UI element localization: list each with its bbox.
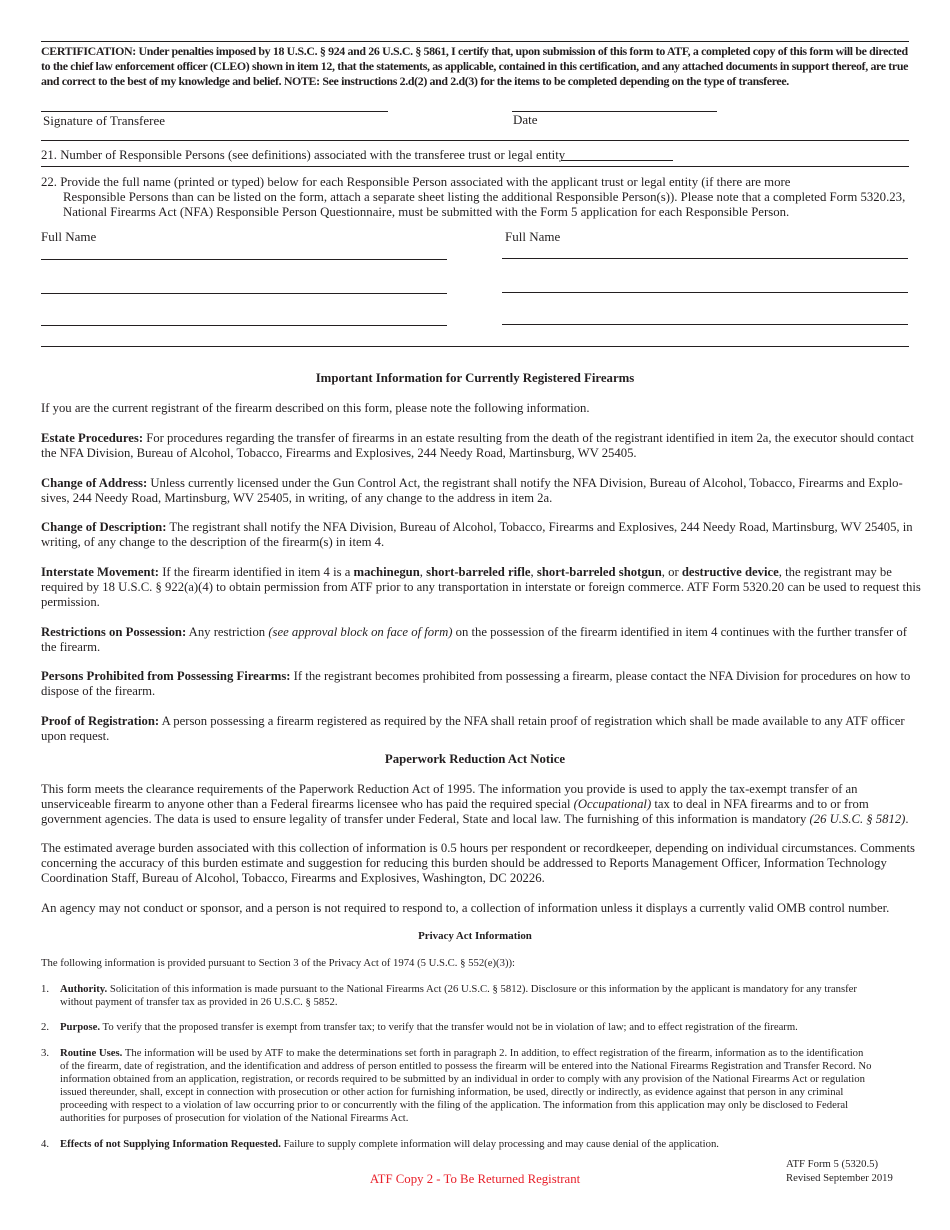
proof-of-registration-title: Proof of Registration:: [41, 714, 160, 728]
privacy-item-text: The information will be used by ATF to make the determinations set forth in paragraph 2. In addition, to effect registration of the firearm, information as to the identification: [122, 1047, 864, 1059]
important-intro: If you are the current registrant of the firearm described on this form, please note the following information.: [41, 401, 590, 415]
full-name-label-right: Full Name: [505, 229, 561, 244]
privacy-item-text: without payment of transfer tax as provided in 26 U.S.C. § 5852.: [60, 996, 338, 1008]
privacy-heading: Privacy Act Information: [418, 930, 532, 942]
paperwork-text: tax to deal in NFA firearms and to or from: [651, 797, 869, 811]
privacy-item-title: Routine Uses.: [60, 1047, 123, 1059]
paperwork-text: unserviceable firearm to anyone other than a Federal firearms licensee who has paid the required special: [41, 797, 574, 811]
paperwork-text: .: [905, 812, 909, 826]
restrictions-text: Any restriction: [186, 625, 269, 639]
persons-prohibited-title: Persons Prohibited from Possessing Firearms:: [41, 669, 291, 683]
privacy-item-text: To verify that the proposed transfer is exempt from transfer tax; to verify that the transfer would not be in violation of law; and to effect registration of the firearm.: [100, 1021, 798, 1033]
restrictions-text: on the possession of the firearm identified in item 4 continues with the further transfer of: [452, 625, 907, 639]
paperwork-text: This form meets the clearance requirements of the Paperwork Reduction Act of 1995. The information you provide is used to apply the tax-exempt transfer of an: [41, 782, 858, 796]
paperwork-paragraph-1: [41, 782, 911, 827]
privacy-intro: The following information is provided pursuant to Section 3 of the Privacy Act of 1974 (5 U.S.C. § 552(e)(3)):: [41, 957, 516, 969]
paperwork-paragraph-3: An agency may not conduct or sponsor, and a person is not required to respond to, a collection of information unless it displays a currently valid OMB control number.: [41, 901, 890, 915]
privacy-item-routine-uses: [60, 1047, 898, 1125]
paperwork-heading: Paperwork Reduction Act Notice: [384, 752, 566, 766]
full-name-field[interactable]: [41, 325, 447, 326]
proof-of-registration-text: upon request.: [41, 729, 110, 743]
full-name-field[interactable]: [502, 292, 908, 293]
item-21-label: 21. Number of Responsible Persons (see definitions) associated with the transferee trust or legal entity: [41, 148, 566, 162]
date-line[interactable]: [512, 111, 717, 112]
privacy-item-title: Authority.: [60, 983, 108, 995]
interstate-movement-text: If the firearm identified in item 4 is a: [159, 565, 354, 579]
estate-procedures-text: the NFA Division, Bureau of Alcohol, Tobacco, Firearms and Explosives, 244 Needy Road, Martinsburg, WV 25405.: [41, 446, 637, 460]
paperwork-italic: (Occupational): [573, 797, 652, 811]
restrictions-italic-note: (see approval block on face of form): [268, 625, 453, 639]
change-of-description: [41, 520, 911, 550]
machinegun-term: machinegun: [353, 565, 420, 579]
certification-text: [41, 44, 909, 89]
estate-procedures: [41, 431, 914, 461]
restrictions-on-possession: [41, 625, 911, 655]
interstate-movement-title: Interstate Movement:: [41, 565, 160, 579]
full-name-field[interactable]: [41, 259, 447, 260]
top-rule: [41, 41, 909, 42]
short-barreled-shotgun-term: short-barreled shotgun: [536, 565, 662, 579]
interstate-movement-text: permission.: [41, 595, 100, 609]
item-22-line: 22. Provide the full name (printed or typed) below for each Responsible Person associated with the applicant trust or legal entity (if there are more: [41, 175, 791, 189]
full-name-field[interactable]: [41, 293, 447, 294]
privacy-item-text: authorities for purposes of prosecution for violation of the National Firearms Act.: [60, 1112, 409, 1124]
interstate-movement-text: required by 18 U.S.C. § 922(a)(4) to obtain permission from ATF prior to any transportation in interstate or foreign commerce. ATF Form 5320.20 can be used to request this: [41, 580, 921, 594]
privacy-item-text: issued thereunder, shall, except in connection with prosecution or other action for furnishing information, be used, directly or indirectly, as evidence against that person in any criminal: [60, 1086, 844, 1098]
certification-line: and correct to the best of my knowledge and belief. NOTE: See instructions 2.d(2) and 2.d(3) for the items to be completed depending on the type of transferee.: [41, 74, 789, 88]
paperwork-italic: (26 U.S.C. § 5812): [809, 812, 906, 826]
important-info-heading: Important Information for Currently Registered Firearms: [315, 371, 635, 385]
privacy-item-text: Solicitation of this information is made pursuant to the National Firearms Act (26 U.S.C. § 5812). Disclosure or this information by the applicant is mandatory for any transfer: [107, 983, 857, 995]
short-barreled-rifle-term: short-barreled rifle: [426, 565, 531, 579]
change-of-address-title: Change of Address:: [41, 476, 148, 490]
interstate-movement: [41, 565, 921, 610]
persons-prohibited-text: dispose of the firearm.: [41, 684, 156, 698]
proof-of-registration-text: A person possessing a firearm registered as required by the NFA shall retain proof of registration which shall be made available to any ATF officer: [159, 714, 905, 728]
full-name-label-left: Full Name: [41, 229, 97, 244]
paperwork-text: government agencies. The data is used to ensure legality of transfer under Federal, State and local law. The furnishing of this information is mandatory: [41, 812, 810, 826]
full-name-field[interactable]: [502, 324, 908, 325]
change-of-description-title: Change of Description:: [41, 520, 167, 534]
responsible-persons-count-field[interactable]: [561, 160, 673, 161]
certification-line: to the chief law enforcement officer (CLEO) shown in item 12, that the statements, as applicable, contained in this certification, and any attached documents in support thereof, are true: [41, 59, 909, 73]
privacy-item-number: 3.: [41, 1047, 50, 1059]
change-of-address: [41, 476, 911, 506]
signature-label: Signature of Transferee: [43, 113, 166, 128]
paperwork-text: Coordination Staff, Bureau of Alcohol, Tobacco, Firearms and Explosives, Washington, DC 20226.: [41, 871, 545, 885]
paperwork-text: concerning the accuracy of this burden estimate and suggestion for reducing this burden should be addressed to Reports Management Officer, Information Technology: [41, 856, 887, 870]
restrictions-title: Restrictions on Possession:: [41, 625, 187, 639]
section-rule: [41, 140, 909, 141]
copy-designation: ATF Copy 2 - To Be Returned Registrant: [369, 1172, 581, 1186]
change-of-address-text: sives, 244 Needy Road, Martinsburg, WV 25405, in writing, of any change to the address in item 2a.: [41, 491, 553, 505]
signature-line[interactable]: [41, 111, 388, 112]
persons-prohibited-text: If the registrant becomes prohibited from possessing a firearm, please contact the NFA Division for procedures on how to: [290, 669, 911, 683]
section-rule: [41, 346, 909, 347]
change-of-description-text: The registrant shall notify the NFA Division, Bureau of Alcohol, Tobacco, Firearms and Explosives, 244 Needy Road, Martinsburg, WV 25405, in: [166, 520, 913, 534]
proof-of-registration: [41, 714, 911, 744]
privacy-item-effects: [60, 1138, 898, 1151]
certification-line: CERTIFICATION: Under penalties imposed by 18 U.S.C. § 924 and 26 U.S.C. § 5861, I certify that, upon submission of this form to ATF, a completed copy of this form will be directed: [41, 44, 908, 58]
paperwork-paragraph-2: [41, 841, 915, 886]
date-label: Date: [513, 112, 538, 127]
privacy-item-text: information obtained from an application, registration, or records required to be submitted by an individual in order to comply with any provision of the National Firearms Act or regulation: [60, 1073, 865, 1085]
restrictions-text: the firearm.: [41, 640, 101, 654]
item-22-line: National Firearms Act (NFA) Responsible Person Questionnaire, must be submitted with the Form 5 application for each Responsible Person.: [63, 205, 790, 219]
item-22-line: Responsible Persons than can be listed on the form, attach a separate sheet listing the additional Responsible Person(s)). Please note that a completed Form 5320.23,: [63, 190, 906, 204]
estate-procedures-title: Estate Procedures:: [41, 431, 144, 445]
separator: , or: [661, 565, 682, 579]
privacy-item-title: Purpose.: [60, 1021, 101, 1033]
privacy-item-number: 2.: [41, 1021, 50, 1033]
privacy-item-title: Effects of not Supplying Information Requested.: [60, 1138, 281, 1150]
interstate-movement-text: , the registrant may be: [778, 565, 892, 579]
paperwork-text: The estimated average burden associated with this collection of information is 0.5 hours per respondent or recordkeeper, depending on individual circumstances. Comments: [41, 841, 915, 855]
privacy-item-authority: [60, 983, 898, 1009]
change-of-description-text: writing, of any change to the description of the firearm(s) in item 4.: [41, 535, 385, 549]
separator: ,: [419, 565, 427, 579]
privacy-item-text: Failure to supply complete information will delay processing and may cause denial of the application.: [280, 1138, 719, 1150]
section-rule: [41, 166, 909, 167]
form-number: ATF Form 5 (5320.5): [786, 1158, 879, 1170]
destructive-device-term: destructive device: [681, 565, 779, 579]
full-name-field[interactable]: [502, 258, 908, 259]
change-of-address-text: Unless currently licensed under the Gun Control Act, the registrant shall notify the NFA Division, Bureau of Alcohol, Tobacco, Firearms and Explo-: [147, 476, 903, 490]
separator: ,: [530, 565, 537, 579]
privacy-item-purpose: [60, 1021, 898, 1034]
privacy-item-number: 4.: [41, 1138, 50, 1150]
privacy-item-text: of the firearm, date of registration, and the identification and address of person entitled to possess the firearm will be entered into the National Firearms Registration and Transfer Record. No: [60, 1060, 872, 1072]
revision-date: Revised September 2019: [786, 1172, 893, 1184]
privacy-item-text: proceeding with respect to a violation of law occurring prior to or concurrently with the filing of the application. The information from this application may only be disclosed to Federal: [60, 1099, 849, 1111]
privacy-item-number: 1.: [41, 983, 50, 995]
persons-prohibited: [41, 669, 911, 699]
estate-procedures-text: For procedures regarding the transfer of firearms in an estate resulting from the death of the registrant identified in item 2a, the executor should contact: [143, 431, 914, 445]
